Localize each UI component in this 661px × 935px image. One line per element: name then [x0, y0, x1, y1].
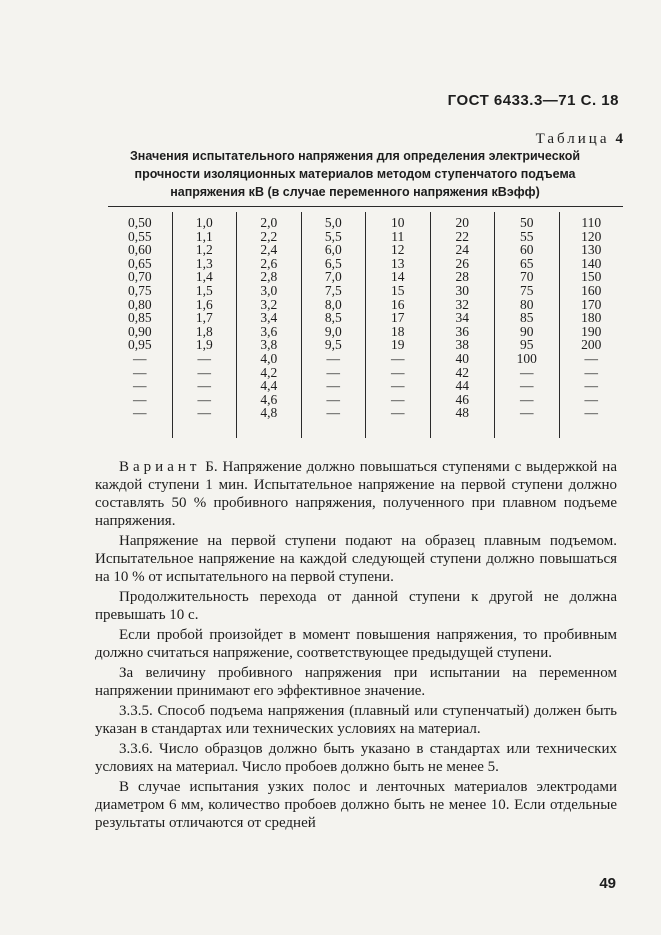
paragraph-text: Напряжение на первой ступени подают на образец плавным подъемом. Испытательное напряжение на каждой следующей ступени должно повышаться на 10 % от испытательного на первой ступени.: [95, 533, 617, 585]
table-cell: —: [584, 405, 598, 421]
table-cell: 130: [581, 242, 602, 258]
paragraph-text: 3.3.6. Число образцов должно быть указано в стандартах или технических условиях на материал. Число пробоев должно быть не менее 5.: [95, 741, 617, 775]
table-cell: 0,50: [127, 215, 152, 230]
table-cell: 4,8: [260, 405, 278, 421]
paragraph: [95, 740, 617, 776]
paragraph: [95, 532, 617, 586]
table-cell: —: [326, 350, 340, 366]
paragraph: [95, 458, 617, 530]
table-cell: 1,9: [195, 337, 213, 353]
table-cell: 3,2: [260, 296, 278, 312]
table-cell: —: [197, 364, 211, 380]
table-cell: —: [197, 405, 211, 421]
table-cell: 150: [581, 269, 602, 285]
table-cell: —: [391, 378, 405, 394]
table-cell: 7,0: [324, 269, 342, 285]
table-column: [559, 212, 624, 438]
table-cell: 80: [520, 296, 534, 312]
table-cell: 4,2: [260, 364, 278, 380]
table-cell: 1,7: [195, 310, 213, 326]
table-cell: 4,0: [260, 350, 278, 366]
table-cell: —: [520, 364, 534, 380]
paragraph-text: 3.3.5. Способ подъема напряжения (плавный или ступенчатый) должен быть указан в стандартах или технических условиях на материал.: [95, 703, 617, 737]
table-cell: 5,5: [324, 228, 342, 244]
table-cell: 26: [455, 255, 469, 271]
table-cell: 1,3: [195, 255, 213, 271]
table-cell: 11: [391, 228, 405, 244]
table-cell: —: [520, 405, 534, 421]
table-cell: 42: [455, 364, 469, 380]
table-cell: 190: [581, 323, 602, 339]
table-cell: 1,4: [195, 269, 213, 285]
table-column: [108, 212, 172, 438]
table-cell: 95: [520, 337, 534, 353]
caption-line: Значения испытательного напряжения для определения электрической: [129, 149, 581, 163]
caption-line: напряжения кВ (в случае переменного напряжения кВэфф): [170, 185, 540, 199]
table-column: [430, 212, 495, 438]
paragraph-text: За величину пробивного напряжения при испытании на переменном напряжении принимают его эффективное значение.: [95, 665, 617, 699]
table-cell: 90: [520, 323, 534, 339]
table-column: [301, 212, 366, 438]
table-cell: 12: [391, 242, 405, 258]
table-cell: 4,4: [260, 378, 278, 394]
table-column: [365, 212, 430, 438]
table-cell: 1,1: [195, 228, 213, 244]
paragraph: [95, 702, 617, 738]
table-cell: 16: [391, 296, 405, 312]
table-cell: —: [133, 391, 147, 407]
paragraph: [95, 626, 617, 662]
table-cell: 48: [455, 405, 469, 421]
caption-line: прочности изоляционных материалов методом ступенчатого подъема: [134, 167, 576, 181]
table-cell: 13: [391, 255, 405, 271]
table-cell: 0,95: [127, 337, 152, 353]
table-cell: 8,0: [324, 296, 342, 312]
paragraph-text: Б. Напряжение должно повышаться ступенями с выдержкой на каждой ступени 1 мин. Испытательное напряжение на первой ступени должно составлять 50 % пробивного напряжения, полученного при плавном подъеме напряжения.: [95, 459, 617, 529]
table-cell: 32: [455, 296, 469, 312]
table-cell: 0,75: [127, 282, 152, 298]
table-cell: —: [584, 350, 598, 366]
table-cell: 4,6: [260, 391, 278, 407]
page-number: 49: [599, 875, 616, 892]
table-cell: 120: [581, 228, 602, 244]
page-header: ГОСТ 6433.3—71 С. 18: [447, 92, 619, 109]
table-cell: 0,85: [127, 310, 152, 326]
table-cell: 2,8: [260, 269, 278, 285]
table-cell: 5,0: [324, 215, 342, 230]
table-label-word: Таблица: [535, 131, 610, 147]
table-cell: 36: [455, 323, 469, 339]
table-cell: 38: [455, 337, 469, 353]
table-cell: 15: [391, 282, 405, 298]
table-column: [236, 212, 301, 438]
table-cell: 1,5: [195, 282, 213, 298]
table-cell: 0,60: [127, 242, 152, 258]
table-cell: —: [197, 391, 211, 407]
table-cell: —: [391, 391, 405, 407]
table-cell: —: [133, 350, 147, 366]
table-cell: 2,6: [260, 255, 278, 271]
table-cell: 22: [455, 228, 469, 244]
table-cell: 18: [391, 323, 405, 339]
table-cell: 110: [581, 215, 602, 230]
paragraph-text: Продолжительность перехода от данной ступени к другой не должна превышать 10 с.: [95, 589, 617, 623]
table-cell: 0,90: [127, 323, 152, 339]
table-cell: 200: [581, 337, 602, 353]
table-number: 4: [615, 131, 623, 147]
table-cell: —: [197, 350, 211, 366]
table-cell: 55: [520, 228, 534, 244]
table-cell: 3,8: [260, 337, 278, 353]
table-cell: —: [391, 364, 405, 380]
paragraph: [95, 664, 617, 700]
table-cell: 2,4: [260, 242, 278, 258]
table-cell: 40: [455, 350, 469, 366]
body-text: [95, 458, 617, 834]
table-top-rule: [108, 206, 623, 207]
table-cell: —: [391, 350, 405, 366]
table-cell: —: [520, 391, 534, 407]
table-cell: 24: [455, 242, 469, 258]
paragraph-lead: Вариант: [119, 459, 201, 475]
table-cell: 60: [520, 242, 534, 258]
table-cell: 1,6: [195, 296, 213, 312]
table-cell: 8,5: [324, 310, 342, 326]
table-cell: —: [197, 378, 211, 394]
table-cell: 3,0: [260, 282, 278, 298]
table-cell: 65: [520, 255, 534, 271]
values-table: [108, 212, 623, 438]
table-cell: 2,0: [260, 215, 278, 230]
table-cell: 6,0: [324, 242, 342, 258]
paragraph-text: Если пробой произойдет в момент повышения напряжения, то пробивным должно считаться напряжение, соответствующее предыдущей ступени.: [95, 627, 617, 661]
table-cell: 19: [391, 337, 405, 353]
table-cell: —: [520, 378, 534, 394]
table-cell: 170: [581, 296, 602, 312]
table-caption: [120, 147, 590, 201]
table-cell: 160: [581, 282, 602, 298]
table-column: [494, 212, 559, 438]
table-cell: 2,2: [260, 228, 278, 244]
table-cell: 28: [455, 269, 469, 285]
table-cell: —: [584, 391, 598, 407]
table-cell: —: [326, 364, 340, 380]
table-cell: 0,55: [127, 228, 152, 244]
table-cell: 3,6: [260, 323, 278, 339]
table-cell: —: [391, 405, 405, 421]
table-cell: 9,0: [324, 323, 342, 339]
table-cell: —: [133, 364, 147, 380]
table-cell: 140: [581, 255, 602, 271]
table-cell: 44: [455, 378, 469, 394]
table-cell: 10: [391, 215, 405, 230]
table-cell: 34: [455, 310, 469, 326]
paragraph-text: В случае испытания узких полос и ленточных материалов электродами диаметром 6 мм, количество пробоев должно быть не менее 10. Если отдельные результаты отличаются от средней: [95, 779, 617, 831]
table-cell: 14: [391, 269, 405, 285]
table-cell: 180: [581, 310, 602, 326]
table-cell: 7,5: [324, 282, 342, 298]
table-cell: 70: [520, 269, 534, 285]
table-cell: 9,5: [324, 337, 342, 353]
table-cell: 1,2: [195, 242, 213, 258]
table-cell: 85: [520, 310, 534, 326]
table-label: [536, 131, 623, 148]
table-cell: —: [584, 378, 598, 394]
table-cell: 17: [391, 310, 405, 326]
table-cell: —: [584, 364, 598, 380]
paragraph: [95, 778, 617, 832]
table-cell: 0,80: [127, 296, 152, 312]
table-cell: —: [326, 378, 340, 394]
table-cell: 6,5: [324, 255, 342, 271]
table-cell: —: [133, 378, 147, 394]
table-cell: 46: [455, 391, 469, 407]
table-cell: 3,4: [260, 310, 278, 326]
table-cell: —: [326, 405, 340, 421]
table-cell: 75: [520, 282, 534, 298]
table-cell: 1,0: [195, 215, 213, 230]
table-cell: 30: [455, 282, 469, 298]
paragraph: [95, 588, 617, 624]
table-column: [172, 212, 237, 438]
table-cell: —: [326, 391, 340, 407]
table-cell: 100: [516, 350, 537, 366]
table-cell: 1,8: [195, 323, 213, 339]
table-cell: —: [133, 405, 147, 421]
table-cell: 0,65: [127, 255, 152, 271]
table-cell: 50: [520, 215, 534, 230]
table-cell: 0,70: [127, 269, 152, 285]
table-cell: 20: [455, 215, 469, 230]
